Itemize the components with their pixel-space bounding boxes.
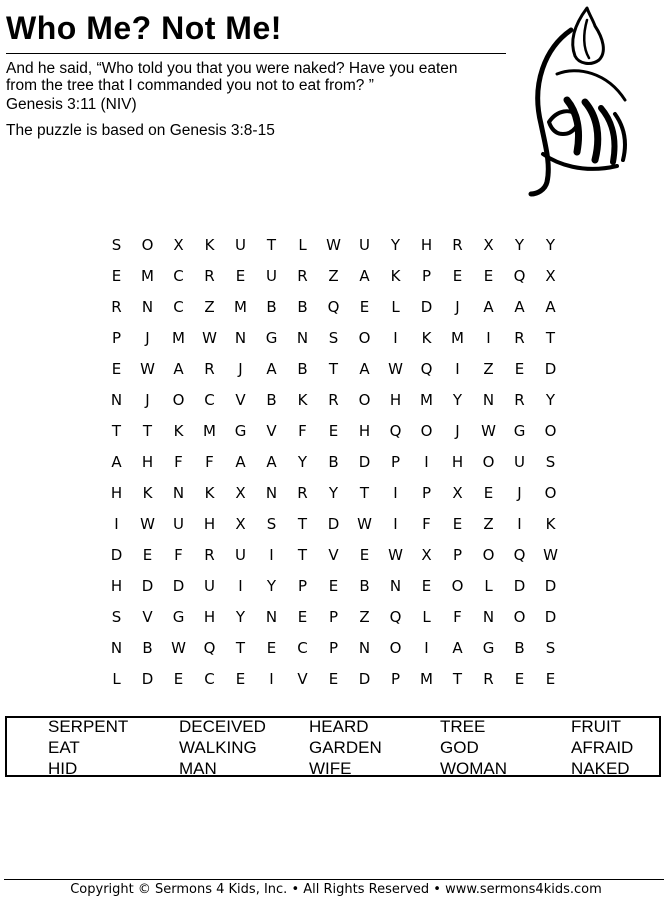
word-bank-item: FRUIT [571, 717, 622, 736]
grid-letter[interactable]: Y [514, 235, 525, 254]
grid-letter[interactable]: H [141, 452, 154, 471]
grid-letter[interactable]: A [545, 297, 556, 316]
grid-letter[interactable]: R [204, 545, 215, 564]
grid-letter[interactable]: V [328, 545, 339, 564]
grid-letter[interactable]: Y [452, 390, 463, 409]
grid-letter[interactable]: Z [483, 514, 494, 533]
grid-letter[interactable]: H [203, 607, 216, 626]
grid-letter[interactable]: T [111, 421, 122, 440]
grid-letter[interactable]: K [297, 390, 308, 409]
grid-letter[interactable]: I [486, 328, 491, 347]
verse-reference: Genesis 3:11 (NIV) [6, 96, 137, 113]
grid-letter[interactable]: W [171, 638, 186, 657]
grid-letter[interactable]: C [173, 266, 184, 285]
grid-letter[interactable]: R [514, 328, 525, 347]
grid-letter[interactable]: Q [420, 359, 433, 378]
grid-letter[interactable]: O [389, 638, 402, 657]
grid-letter[interactable]: E [142, 545, 153, 564]
grid-letter[interactable]: P [328, 607, 339, 626]
grid-letter[interactable]: Y [235, 607, 246, 626]
word-bank-item: AFRAID [571, 738, 634, 757]
grid-letter[interactable]: O [141, 235, 154, 254]
grid-letter[interactable]: Q [389, 607, 402, 626]
grid-letter[interactable]: N [358, 638, 371, 657]
verse-line-1: And he said, “Who told you that you were naked? Have you eaten [6, 60, 458, 77]
grid-letter[interactable]: Y [390, 235, 401, 254]
grid-letter[interactable]: P [111, 328, 122, 347]
grid-letter[interactable]: F [422, 514, 431, 533]
grid-letter[interactable]: A [483, 297, 494, 316]
word-bank-item: GARDEN [309, 738, 382, 757]
grid-letter[interactable]: E [328, 421, 339, 440]
grid-letter[interactable]: U [173, 514, 184, 533]
grid-letter[interactable]: D [544, 359, 557, 378]
word-bank-item: HID [48, 759, 78, 778]
grid-letter[interactable]: L [298, 235, 307, 254]
grid-letter[interactable]: E [514, 669, 525, 688]
grid-letter[interactable]: E [235, 266, 246, 285]
grid-letter[interactable]: I [114, 514, 119, 533]
grid-letter[interactable]: R [111, 297, 122, 316]
grid-letter[interactable]: L [422, 607, 431, 626]
grid-letter[interactable]: E [514, 359, 525, 378]
grid-letter[interactable]: I [517, 514, 522, 533]
grid-letter[interactable]: W [357, 514, 372, 533]
grid-letter[interactable]: C [204, 390, 215, 409]
grid-letter[interactable]: D [172, 576, 185, 595]
grid-letter[interactable]: W [140, 359, 155, 378]
grid-letter[interactable]: F [453, 607, 462, 626]
grid-letter[interactable]: Y [297, 452, 308, 471]
grid-letter[interactable]: E [173, 669, 184, 688]
grid-letter[interactable]: L [391, 297, 400, 316]
grid-letter[interactable]: I [424, 638, 429, 657]
grid-letter[interactable]: K [545, 514, 556, 533]
grid-letter[interactable]: D [513, 576, 526, 595]
grid-letter[interactable]: E [421, 576, 432, 595]
grid-letter[interactable]: W [543, 545, 558, 564]
grid-letter[interactable]: S [545, 638, 556, 657]
grid-letter[interactable]: G [513, 421, 526, 440]
grid-letter[interactable]: D [141, 576, 154, 595]
grid-letter[interactable]: O [482, 545, 495, 564]
grid-letter[interactable]: D [544, 576, 557, 595]
grid-letter[interactable]: F [174, 452, 183, 471]
grid-letter[interactable]: N [482, 390, 495, 409]
grid-letter[interactable]: H [451, 452, 464, 471]
grid-letter[interactable]: A [266, 452, 277, 471]
grid-letter[interactable]: S [111, 235, 122, 254]
grid-letter[interactable]: H [110, 483, 123, 502]
grid-letter[interactable]: W [388, 359, 403, 378]
grid-letter[interactable]: P [328, 638, 339, 657]
grid-letter[interactable]: B [142, 638, 153, 657]
word-bank-item: NAKED [571, 759, 630, 778]
grid-letter[interactable]: O [451, 576, 464, 595]
grid-letter[interactable]: O [420, 421, 433, 440]
grid-letter[interactable]: Y [328, 483, 339, 502]
word-bank-item: SERPENT [48, 717, 129, 736]
grid-letter[interactable]: M [141, 266, 154, 285]
grid-letter[interactable]: U [235, 235, 246, 254]
grid-letter[interactable]: Z [359, 607, 370, 626]
grid-letter[interactable]: G [172, 607, 185, 626]
grid-letter[interactable]: E [266, 638, 277, 657]
grid-letter[interactable]: E [328, 669, 339, 688]
grid-letter[interactable]: D [358, 452, 371, 471]
grid-letter[interactable]: N [296, 328, 309, 347]
grid-letter[interactable]: E [452, 514, 463, 533]
grid-letter[interactable]: H [358, 421, 371, 440]
grid-letter[interactable]: H [203, 514, 216, 533]
grid-letter[interactable]: O [358, 328, 371, 347]
grid-letter[interactable]: I [393, 328, 398, 347]
grid-letter[interactable]: K [204, 483, 215, 502]
grid-letter[interactable]: T [545, 328, 556, 347]
word-search-grid[interactable] [101, 229, 566, 694]
grid-letter[interactable]: A [173, 359, 184, 378]
grid-letter[interactable]: U [235, 545, 246, 564]
grid-letter[interactable]: M [420, 390, 433, 409]
grid-letter[interactable]: E [297, 607, 308, 626]
grid-letter[interactable]: C [297, 638, 308, 657]
grid-letter[interactable]: N [265, 483, 278, 502]
grid-letter[interactable]: R [297, 266, 308, 285]
grid-letter[interactable]: E [545, 669, 556, 688]
grid-letter[interactable]: W [326, 235, 341, 254]
grid-letter[interactable]: N [110, 638, 123, 657]
grid-letter[interactable]: N [389, 576, 402, 595]
grid-letter[interactable]: R [328, 390, 339, 409]
grid-letter[interactable]: A [266, 359, 277, 378]
grid-letter[interactable]: X [545, 266, 556, 285]
grid-letter[interactable]: R [483, 669, 494, 688]
grid-letter[interactable]: K [390, 266, 401, 285]
title-divider [6, 53, 506, 54]
grid-letter[interactable]: S [328, 328, 339, 347]
grid-letter[interactable]: A [111, 452, 122, 471]
grid-letter[interactable]: K [142, 483, 153, 502]
grid-letter[interactable]: I [238, 576, 243, 595]
grid-letter[interactable]: D [141, 669, 154, 688]
grid-letter[interactable]: X [421, 545, 432, 564]
word-bank-item: MAN [179, 759, 217, 778]
grid-letter[interactable]: K [173, 421, 184, 440]
grid-letter[interactable]: H [420, 235, 433, 254]
grid-letter[interactable]: D [358, 669, 371, 688]
copyright-footer: Copyright © Sermons 4 Kids, Inc. • All Rights Reserved • www.sermons4kids.com [70, 882, 602, 897]
grid-letter[interactable]: I [393, 483, 398, 502]
grid-letter[interactable]: Z [483, 359, 494, 378]
grid-letter[interactable]: L [112, 669, 121, 688]
grid-letter[interactable]: X [235, 483, 246, 502]
grid-letter[interactable]: A [514, 297, 525, 316]
grid-letter[interactable]: D [544, 607, 557, 626]
grid-letter[interactable]: P [421, 483, 432, 502]
grid-letter[interactable]: E [452, 266, 463, 285]
grid-letter[interactable]: N [141, 297, 154, 316]
word-bank-item: DECEIVED [179, 717, 266, 736]
grid-letter[interactable]: J [145, 390, 150, 409]
grid-letter[interactable]: U [514, 452, 525, 471]
grid-letter[interactable]: X [483, 235, 494, 254]
grid-letter[interactable]: B [266, 297, 277, 316]
grid-letter[interactable]: E [111, 359, 122, 378]
grid-letter[interactable]: E [111, 266, 122, 285]
grid-letter[interactable]: A [359, 359, 370, 378]
grid-letter[interactable]: J [238, 359, 243, 378]
grid-letter[interactable]: J [145, 328, 150, 347]
grid-letter[interactable]: N [482, 607, 495, 626]
grid-letter[interactable]: S [111, 607, 122, 626]
grid-letter[interactable]: B [297, 297, 308, 316]
grid-letter[interactable]: W [388, 545, 403, 564]
grid-letter[interactable]: R [297, 483, 308, 502]
grid-letter[interactable]: M [420, 669, 433, 688]
grid-letter[interactable]: H [110, 576, 123, 595]
grid-letter[interactable]: T [142, 421, 153, 440]
grid-letter[interactable]: Z [204, 297, 215, 316]
grid-letter[interactable]: D [110, 545, 123, 564]
grid-letter[interactable]: B [359, 576, 370, 595]
word-bank-item: WOMAN [440, 759, 508, 778]
grid-letter[interactable]: D [420, 297, 433, 316]
grid-letter[interactable]: Q [513, 266, 526, 285]
grid-letter[interactable]: T [359, 483, 370, 502]
grid-letter[interactable]: U [204, 576, 215, 595]
word-bank-item: WIFE [309, 759, 352, 778]
grid-letter[interactable]: Q [513, 545, 526, 564]
grid-letter[interactable]: G [265, 328, 278, 347]
grid-letter[interactable]: P [390, 452, 401, 471]
grid-letter[interactable]: L [484, 576, 493, 595]
grid-letter[interactable]: P [452, 545, 463, 564]
word-bank-item: TREE [440, 717, 486, 736]
grid-letter[interactable]: E [328, 576, 339, 595]
grid-letter[interactable]: U [359, 235, 370, 254]
grid-letter[interactable]: N [234, 328, 247, 347]
grid-letter[interactable]: T [328, 359, 339, 378]
grid-letter[interactable]: K [421, 328, 432, 347]
grid-letter[interactable]: N [172, 483, 185, 502]
grid-letter[interactable]: V [266, 421, 277, 440]
grid-letter[interactable]: E [483, 483, 494, 502]
grid-letter[interactable]: J [455, 297, 460, 316]
grid-letter[interactable]: V [142, 607, 153, 626]
word-bank-item: WALKING [179, 738, 257, 757]
grid-letter[interactable]: M [451, 328, 464, 347]
grid-letter[interactable]: I [269, 545, 274, 564]
grid-letter[interactable]: J [517, 483, 522, 502]
grid-letter[interactable]: X [452, 483, 463, 502]
grid-letter[interactable]: P [390, 669, 401, 688]
verse-line-2: from the tree that I commanded you not to eat from? ” [6, 77, 374, 94]
grid-letter[interactable]: W [140, 514, 155, 533]
grid-letter[interactable]: T [297, 514, 308, 533]
grid-letter[interactable]: E [359, 545, 370, 564]
grid-letter[interactable]: I [424, 452, 429, 471]
grid-letter[interactable]: F [298, 421, 307, 440]
grid-letter[interactable]: J [455, 421, 460, 440]
grid-letter[interactable]: O [544, 483, 557, 502]
grid-letter[interactable]: X [235, 514, 246, 533]
grid-letter[interactable]: E [483, 266, 494, 285]
word-bank-item: HEARD [309, 717, 369, 736]
grid-letter[interactable]: R [452, 235, 463, 254]
grid-letter[interactable]: O [482, 452, 495, 471]
grid-letter[interactable]: B [297, 359, 308, 378]
grid-letter[interactable]: O [544, 421, 557, 440]
grid-letter[interactable]: T [235, 638, 246, 657]
grid-letter[interactable]: A [235, 452, 246, 471]
grid-letter[interactable]: Q [389, 421, 402, 440]
grid-letter[interactable]: F [205, 452, 214, 471]
grid-letter[interactable]: R [204, 266, 215, 285]
grid-letter[interactable]: Y [545, 390, 556, 409]
grid-letter[interactable]: O [513, 607, 526, 626]
grid-letter[interactable]: M [203, 421, 216, 440]
grid-letter[interactable]: A [359, 266, 370, 285]
grid-letter[interactable]: E [359, 297, 370, 316]
page-title: Who Me? Not Me! [6, 10, 282, 46]
grid-letter[interactable]: Z [328, 266, 339, 285]
grid-letter[interactable]: P [421, 266, 432, 285]
grid-letter[interactable]: G [234, 421, 247, 440]
grid-letter[interactable]: T [266, 235, 277, 254]
grid-letter[interactable]: A [452, 638, 463, 657]
grid-letter[interactable]: N [265, 607, 278, 626]
grid-letter[interactable]: B [514, 638, 525, 657]
grid-letter[interactable]: M [172, 328, 185, 347]
grid-letter[interactable]: K [204, 235, 215, 254]
grid-letter[interactable]: U [266, 266, 277, 285]
grid-letter[interactable]: B [328, 452, 339, 471]
flame-dove-icon [527, 4, 637, 198]
grid-letter[interactable]: B [266, 390, 277, 409]
grid-letter[interactable]: F [174, 545, 183, 564]
grid-letter[interactable]: S [545, 452, 556, 471]
word-bank-item: EAT [48, 738, 80, 757]
grid-letter[interactable]: N [110, 390, 123, 409]
grid-letter[interactable]: V [297, 669, 308, 688]
word-bank [5, 716, 661, 777]
grid-letter[interactable]: Q [327, 297, 340, 316]
grid-letter[interactable]: C [173, 297, 184, 316]
grid-letter[interactable]: D [327, 514, 340, 533]
grid-letter[interactable]: S [266, 514, 277, 533]
footer-divider [4, 879, 664, 880]
word-bank-item: GOD [440, 738, 479, 757]
grid-letter[interactable]: T [452, 669, 463, 688]
grid-letter[interactable]: C [204, 669, 215, 688]
grid-letter[interactable]: I [455, 359, 460, 378]
scripture-verse [6, 60, 506, 94]
puzzle-basis-note: The puzzle is based on Genesis 3:8-15 [6, 122, 275, 139]
grid-letter[interactable]: W [202, 328, 217, 347]
grid-letter[interactable]: R [514, 390, 525, 409]
grid-letter[interactable]: H [389, 390, 402, 409]
grid-letter[interactable]: X [173, 235, 184, 254]
grid-letter[interactable]: W [481, 421, 496, 440]
grid-letter[interactable]: G [482, 638, 495, 657]
grid-letter[interactable]: R [204, 359, 215, 378]
grid-letter[interactable]: I [269, 669, 274, 688]
grid-letter[interactable]: E [235, 669, 246, 688]
grid-letter[interactable]: Y [545, 235, 556, 254]
grid-letter[interactable]: O [172, 390, 185, 409]
grid-letter[interactable]: M [234, 297, 247, 316]
grid-letter[interactable]: Q [203, 638, 216, 657]
grid-letter[interactable]: V [235, 390, 246, 409]
grid-letter[interactable]: Y [266, 576, 277, 595]
grid-letter[interactable]: O [358, 390, 371, 409]
grid-letter[interactable]: T [297, 545, 308, 564]
grid-letter[interactable]: I [393, 514, 398, 533]
grid-letter[interactable]: P [297, 576, 308, 595]
